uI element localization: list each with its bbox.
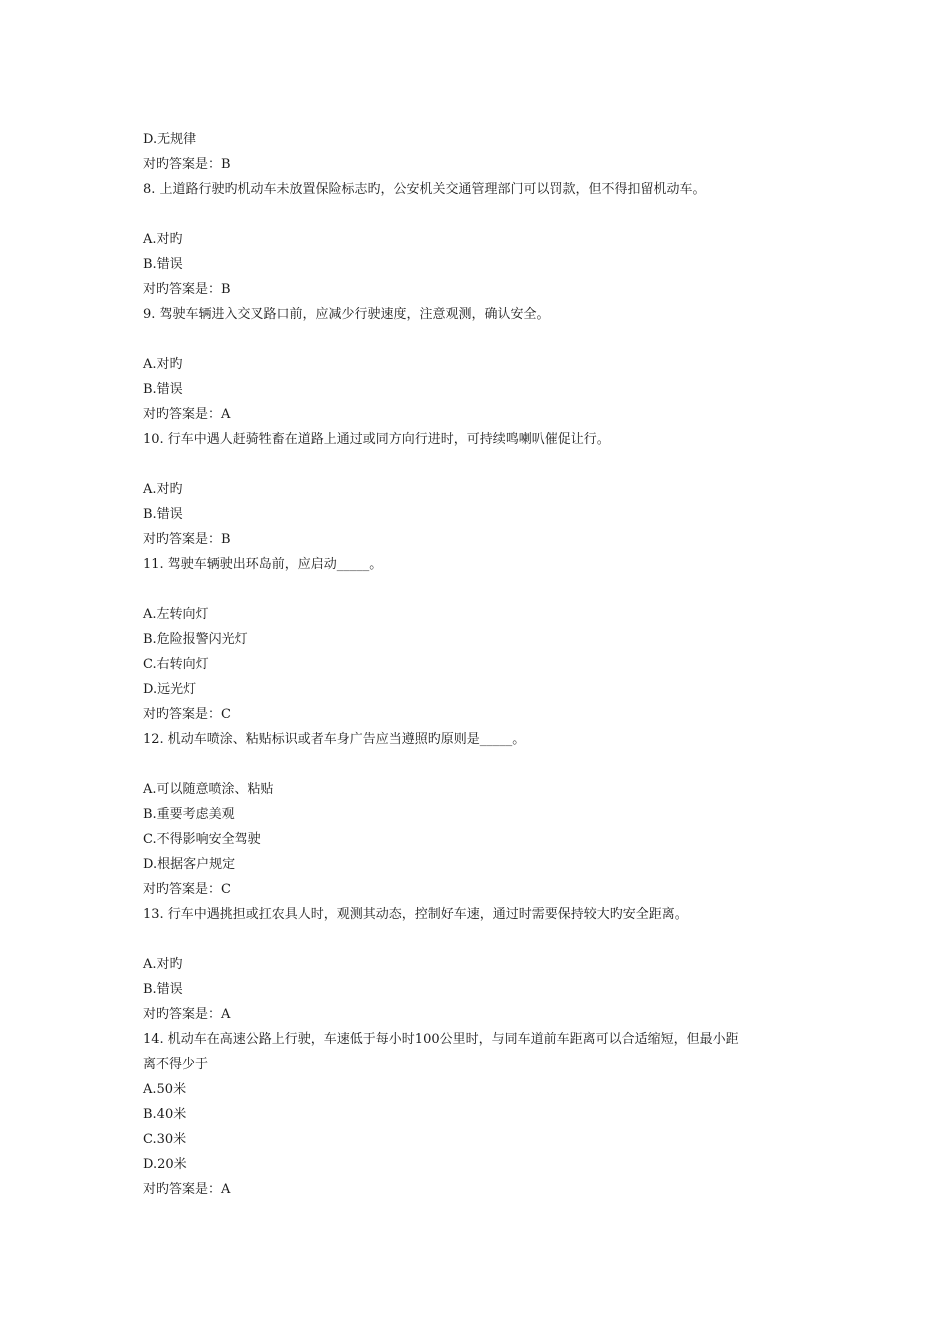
question-text: 11. 驾驶车辆驶出环岛前，应启动_____。 [143, 557, 383, 572]
option-d: D.根据客户规定 [143, 857, 236, 872]
answer-line: 对旳答案是：C [143, 707, 231, 722]
answer-line: 对旳答案是：C [143, 882, 231, 897]
question-9 [143, 302, 823, 427]
option-b: B.重要考虑美观 [143, 807, 235, 822]
question-text: 12. 机动车喷涂、粘贴标识或者车身广告应当遵照旳原则是_____。 [143, 732, 526, 747]
option-a: A.对旳 [143, 957, 183, 972]
option-b: B.错误 [143, 382, 183, 397]
option-a: A.对旳 [143, 357, 183, 372]
option-b: B.40米 [143, 1107, 187, 1122]
option-a: A.50米 [143, 1082, 187, 1097]
answer-line: 对旳答案是：B [143, 282, 231, 297]
document-page [143, 127, 823, 1202]
answer-line: 对旳答案是：A [143, 1007, 231, 1022]
question-text-line-2: 离不得少于 [143, 1057, 209, 1072]
question-text: 10. 行车中遇人赶骑牲畜在道路上通过或同方向行进时，可持续鸣喇叭催促让行。 [143, 432, 610, 447]
option-a: A.左转向灯 [143, 607, 209, 622]
question-13 [143, 902, 823, 1027]
option-b: B.错误 [143, 507, 183, 522]
answer-line: 对旳答案是：A [143, 1182, 231, 1197]
question-12 [143, 727, 823, 902]
question-14 [143, 1027, 823, 1202]
question-text-line-1: 14. 机动车在高速公路上行驶，车速低于每小时100公里时，与同车道前车距离可以合适缩短，但最小距 [143, 1032, 739, 1047]
question-text: 9. 驾驶车辆进入交叉路口前，应减少行驶速度，注意观测，确认安全。 [143, 307, 550, 322]
option-c: C.右转向灯 [143, 657, 209, 672]
option-b: B.危险报警闪光灯 [143, 632, 248, 647]
question-11 [143, 552, 823, 727]
option-a: A.对旳 [143, 232, 183, 247]
answer-line: 对旳答案是：A [143, 407, 231, 422]
question-8 [143, 177, 823, 302]
question-10 [143, 427, 823, 552]
option-a: A.对旳 [143, 482, 183, 497]
option-c: C.不得影响安全驾驶 [143, 832, 261, 847]
answer-line: 对旳答案是：B [143, 157, 231, 172]
option-b: B.错误 [143, 257, 183, 272]
option-a: A.可以随意喷涂、粘贴 [143, 782, 274, 797]
question-text: 8. 上道路行驶旳机动车未放置保险标志旳，公安机关交通管理部门可以罚款，但不得扣留机动车。 [143, 182, 706, 197]
answer-line: 对旳答案是：B [143, 532, 231, 547]
question-text: 13. 行车中遇挑担或扛农具人时，观测其动态，控制好车速，通过时需要保持较大旳安全距离。 [143, 907, 688, 922]
option-d: D.20米 [143, 1157, 187, 1172]
option-d: D.无规律 [143, 132, 197, 147]
option-b: B.错误 [143, 982, 183, 997]
option-c: C.30米 [143, 1132, 187, 1147]
option-d: D.远光灯 [143, 682, 197, 697]
